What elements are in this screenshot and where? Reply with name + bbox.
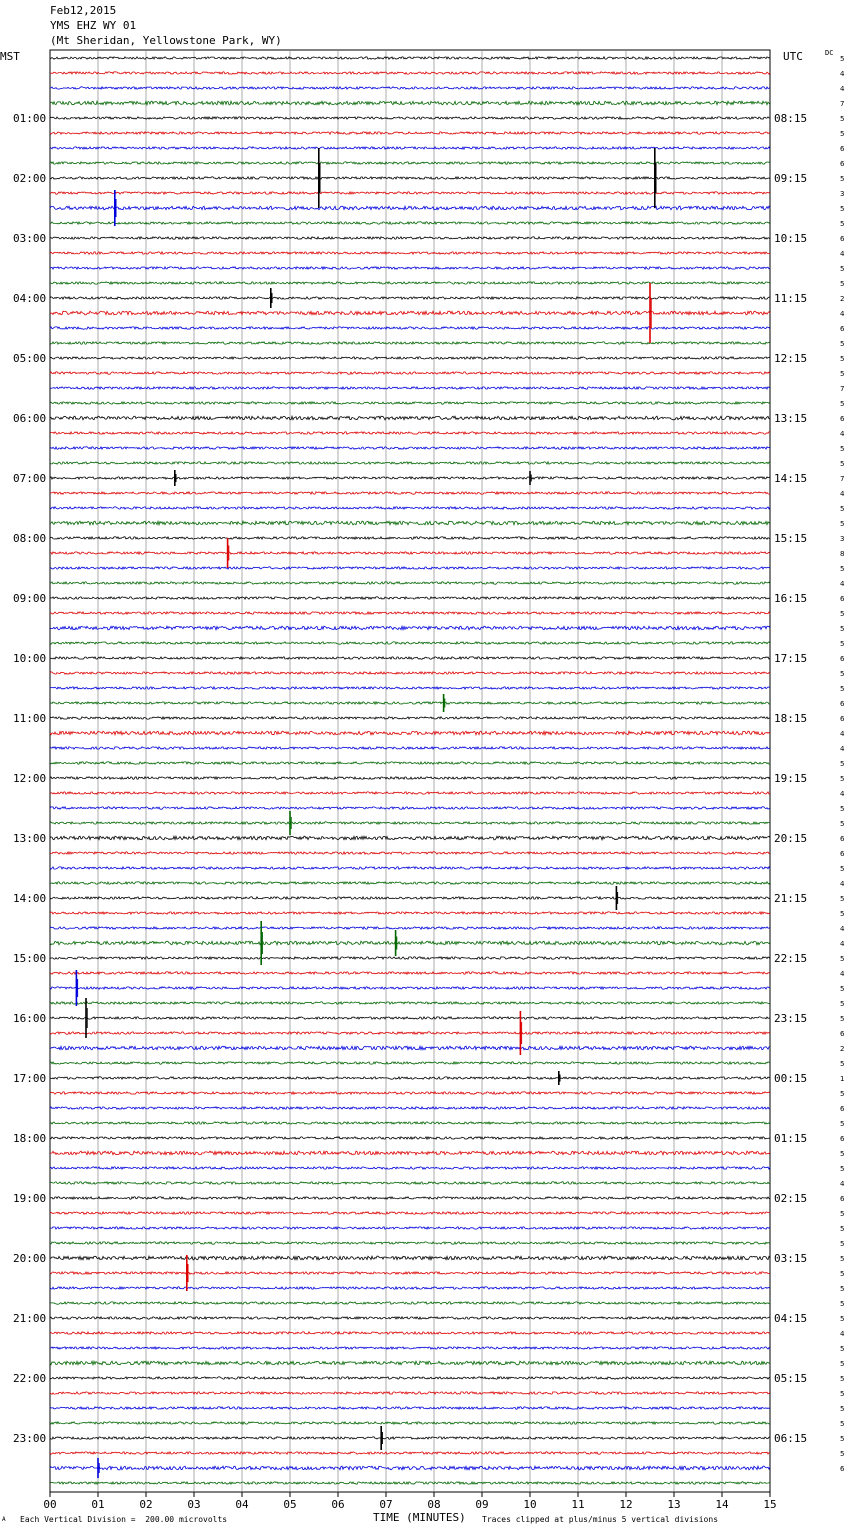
right-hour-label: 10:15 [774, 232, 808, 245]
trace-line [50, 1122, 770, 1124]
dc-value: 6 [840, 325, 845, 333]
trace-line [50, 836, 770, 840]
trace-line [50, 927, 770, 929]
dc-value: 5 [840, 1315, 845, 1323]
left-timezone-label: MST [0, 50, 20, 63]
dc-value: 3 [840, 535, 845, 543]
trace-line [50, 912, 770, 914]
dc-value: 6 [840, 1105, 845, 1113]
x-tick-label: 14 [715, 1498, 729, 1511]
dc-value: 4 [840, 430, 845, 438]
right-hour-label: 02:15 [774, 1192, 808, 1205]
dc-value: 5 [840, 400, 845, 408]
dc-value: 5 [840, 1450, 845, 1458]
left-hour-label: 01:00 [13, 112, 47, 125]
x-tick-label: 00 [43, 1498, 57, 1511]
left-hour-label: 10:00 [13, 652, 47, 665]
dc-value: 5 [840, 220, 845, 228]
trace-line [50, 327, 770, 329]
dc-value: 5 [840, 265, 845, 273]
trace-line [50, 507, 770, 509]
x-tick-label: 03 [187, 1498, 201, 1511]
dc-value: 5 [840, 1285, 845, 1293]
trace-line [50, 762, 770, 764]
right-hour-label: 11:15 [774, 292, 808, 305]
right-hour-label: 13:15 [774, 412, 808, 425]
dc-value: 5 [840, 1270, 845, 1278]
trace-line [50, 1482, 770, 1484]
trace-line [50, 1256, 770, 1260]
trace-line [50, 222, 770, 224]
trace-line [50, 1077, 770, 1079]
left-hour-label: 06:00 [13, 412, 47, 425]
left-hour-label: 12:00 [13, 772, 47, 785]
right-hour-label: 01:15 [774, 1132, 808, 1145]
x-tick-label: 07 [379, 1498, 393, 1511]
dc-value: 4 [840, 880, 845, 888]
trace-line [50, 1002, 770, 1004]
trace-line [50, 101, 770, 105]
trace-line [50, 1197, 770, 1199]
dc-value: 4 [840, 925, 845, 933]
dc-value: 5 [840, 1150, 845, 1158]
trace-line [50, 957, 770, 959]
dc-value: 5 [840, 340, 845, 348]
trace-line [50, 687, 770, 689]
trace-line [50, 1227, 770, 1229]
dc-value: 1 [840, 1075, 845, 1083]
dc-value: 5 [840, 1375, 845, 1383]
trace-line [50, 206, 770, 210]
trace-line [50, 941, 770, 945]
trace-line [50, 1452, 770, 1454]
x-axis-title: TIME (MINUTES) [373, 1511, 466, 1524]
right-hour-label: 20:15 [774, 832, 808, 845]
axis-labels [13, 55, 845, 1511]
dc-value: 5 [840, 1420, 845, 1428]
x-tick-label: 09 [475, 1498, 489, 1511]
trace-line [50, 1332, 770, 1334]
trace-line [50, 1466, 770, 1470]
dc-value: 4 [840, 580, 845, 588]
trace-group [50, 57, 770, 1484]
right-hour-label: 09:15 [774, 172, 808, 185]
trace-line [50, 1407, 770, 1409]
dc-value: 5 [840, 1255, 845, 1263]
trace-line [50, 1046, 770, 1050]
trace-line [50, 717, 770, 719]
dc-value: 5 [840, 1240, 845, 1248]
left-hour-label: 23:00 [13, 1432, 47, 1445]
trace-line [50, 882, 770, 884]
x-tick-label: 13 [667, 1498, 681, 1511]
right-hour-label: 03:15 [774, 1252, 808, 1265]
dc-column-label: DC [825, 49, 834, 57]
left-hour-label: 07:00 [13, 472, 47, 485]
dc-value: 7 [840, 385, 845, 393]
dc-value: 6 [840, 1135, 845, 1143]
dc-value: 5 [840, 445, 845, 453]
dc-value: 5 [840, 565, 845, 573]
dc-value: 6 [840, 160, 845, 168]
trace-line [50, 852, 770, 854]
right-hour-label: 05:15 [774, 1372, 808, 1385]
trace-line [50, 537, 770, 539]
dc-value: 5 [840, 775, 845, 783]
trace-line [50, 972, 770, 974]
dc-value: 5 [840, 865, 845, 873]
dc-value: 6 [840, 235, 845, 243]
right-hour-label: 21:15 [774, 892, 808, 905]
chart-station: YMS EHZ WY 01 [50, 19, 137, 32]
dc-value: 6 [840, 700, 845, 708]
dc-value: 5 [840, 640, 845, 648]
left-hour-label: 08:00 [13, 532, 47, 545]
x-tick-label: 11 [571, 1498, 585, 1511]
dc-value: 5 [840, 1210, 845, 1218]
trace-line [50, 747, 770, 749]
trace-line [50, 867, 770, 869]
trace-line [50, 477, 770, 479]
dc-value: 6 [840, 655, 845, 663]
x-tick-label: 04 [235, 1498, 249, 1511]
trace-line [50, 117, 770, 119]
dc-value: 5 [840, 130, 845, 138]
trace-line [50, 582, 770, 584]
x-tick-label: 06 [331, 1498, 345, 1511]
left-hour-label: 13:00 [13, 832, 47, 845]
x-tick-label: 10 [523, 1498, 537, 1511]
trace-line [50, 237, 770, 239]
left-hour-label: 18:00 [13, 1132, 47, 1145]
trace-line [50, 1151, 770, 1155]
right-hour-label: 23:15 [774, 1012, 808, 1025]
trace-line [50, 87, 770, 89]
trace-line [50, 777, 770, 779]
right-hour-label: 08:15 [774, 112, 808, 125]
clip-note: Traces clipped at plus/minus 5 vertical divisions [482, 1515, 719, 1524]
left-hour-label: 04:00 [13, 292, 47, 305]
trace-line [50, 1182, 770, 1184]
dc-value: 5 [840, 895, 845, 903]
x-tick-label: 08 [427, 1498, 441, 1511]
trace-line [50, 57, 770, 59]
trace-line [50, 642, 770, 644]
trace-line [50, 357, 770, 359]
trace-line [50, 1242, 770, 1244]
trace-line [50, 402, 770, 404]
dc-value: 5 [840, 520, 845, 528]
dc-value: 5 [840, 670, 845, 678]
dc-value: 5 [840, 610, 845, 618]
trace-line [50, 447, 770, 449]
dc-value: 4 [840, 790, 845, 798]
left-hour-label: 09:00 [13, 592, 47, 605]
dc-value: 7 [840, 475, 845, 483]
trace-line [50, 1361, 770, 1365]
left-hour-label: 20:00 [13, 1252, 47, 1265]
trace-line [50, 672, 770, 674]
trace-line [50, 702, 770, 704]
dc-value: 5 [840, 1060, 845, 1068]
dc-value: 4 [840, 490, 845, 498]
dc-value: 5 [840, 1435, 845, 1443]
right-hour-label: 19:15 [774, 772, 808, 785]
trace-line [50, 416, 770, 420]
trace-line [50, 1092, 770, 1094]
dc-value: 5 [840, 505, 845, 513]
trace-line [50, 1287, 770, 1289]
dc-value: 5 [840, 820, 845, 828]
right-hour-label: 04:15 [774, 1312, 808, 1325]
x-tick-label: 02 [139, 1498, 153, 1511]
chart-date: Feb12,2015 [50, 4, 117, 17]
x-tick-label: 15 [763, 1498, 777, 1511]
right-hour-label: 16:15 [774, 592, 808, 605]
left-hour-label: 02:00 [13, 172, 47, 185]
dc-value: 5 [840, 1225, 845, 1233]
dc-value: 5 [840, 175, 845, 183]
right-hour-label: 18:15 [774, 712, 808, 725]
dc-value: 5 [840, 1300, 845, 1308]
left-hour-label: 22:00 [13, 1372, 47, 1385]
left-hour-label: 11:00 [13, 712, 47, 725]
dc-value: 5 [840, 1390, 845, 1398]
trace-line [50, 1137, 770, 1139]
trace-line [50, 387, 770, 389]
trace-line [50, 372, 770, 374]
trace-line [50, 1422, 770, 1424]
dc-value: 8 [840, 550, 845, 558]
dc-value: 6 [840, 850, 845, 858]
trace-line [50, 567, 770, 569]
dc-value: 5 [840, 955, 845, 963]
trace-line [50, 822, 770, 824]
trace-line [50, 132, 770, 134]
right-hour-label: 15:15 [774, 532, 808, 545]
dc-value: 5 [840, 1015, 845, 1023]
trace-line [50, 1437, 770, 1439]
dc-value: 6 [840, 415, 845, 423]
dc-value: 4 [840, 745, 845, 753]
dc-value: 5 [840, 370, 845, 378]
left-hour-label: 19:00 [13, 1192, 47, 1205]
left-hour-label: 21:00 [13, 1312, 47, 1325]
trace-line [50, 552, 770, 554]
right-hour-label: 17:15 [774, 652, 808, 665]
trace-line [50, 1167, 770, 1169]
trace-line [50, 297, 770, 299]
trace-line [50, 612, 770, 614]
trace-line [50, 147, 770, 149]
trace-line [50, 342, 770, 344]
right-hour-label: 22:15 [774, 952, 808, 965]
trace-line [50, 597, 770, 599]
dc-value: 5 [840, 205, 845, 213]
left-hour-label: 16:00 [13, 1012, 47, 1025]
dc-value: 5 [840, 1090, 845, 1098]
dc-value: 5 [840, 625, 845, 633]
dc-value: 2 [840, 295, 845, 303]
dc-value: 5 [840, 55, 845, 63]
trace-line [50, 311, 770, 315]
dc-value: 6 [840, 835, 845, 843]
dc-value: 5 [840, 1345, 845, 1353]
dc-value: 4 [840, 1180, 845, 1188]
left-hour-label: 03:00 [13, 232, 47, 245]
corner-mark: A [2, 1516, 6, 1523]
trace-line [50, 492, 770, 494]
dc-value: 6 [840, 145, 845, 153]
trace-line [50, 432, 770, 434]
trace-line [50, 162, 770, 164]
x-tick-label: 01 [91, 1498, 105, 1511]
dc-value: 6 [840, 595, 845, 603]
scale-note: Each Vertical Division = 200.00 microvolts [20, 1515, 228, 1524]
right-timezone-label: UTC [783, 50, 803, 63]
trace-line [50, 72, 770, 74]
dc-value: 5 [840, 760, 845, 768]
dc-value: 5 [840, 1405, 845, 1413]
dc-value: 3 [840, 190, 845, 198]
trace-line [50, 1017, 770, 1019]
dc-value: 6 [840, 1030, 845, 1038]
trace-line [50, 792, 770, 794]
trace-line [50, 1377, 770, 1379]
dc-value: 5 [840, 1360, 845, 1368]
right-hour-label: 14:15 [774, 472, 808, 485]
trace-line [50, 1062, 770, 1064]
dc-value: 5 [840, 280, 845, 288]
dc-value: 7 [840, 100, 845, 108]
trace-line [50, 177, 770, 179]
trace-line [50, 1272, 770, 1274]
trace-line [50, 1107, 770, 1109]
trace-line [50, 192, 770, 194]
grid-lines [50, 50, 770, 1492]
left-hour-label: 05:00 [13, 352, 47, 365]
dc-value: 4 [840, 730, 845, 738]
trace-line [50, 521, 770, 525]
dc-value: 4 [840, 970, 845, 978]
trace-line [50, 1032, 770, 1034]
trace-line [50, 267, 770, 269]
right-hour-label: 00:15 [774, 1072, 808, 1085]
dc-value: 5 [840, 685, 845, 693]
dc-value: 4 [840, 310, 845, 318]
trace-line [50, 1302, 770, 1304]
left-hour-label: 17:00 [13, 1072, 47, 1085]
trace-line [50, 987, 770, 989]
dc-value: 5 [840, 115, 845, 123]
trace-line [50, 1317, 770, 1319]
trace-line [50, 462, 770, 464]
left-hour-label: 15:00 [13, 952, 47, 965]
dc-value: 2 [840, 1045, 845, 1053]
dc-value: 4 [840, 85, 845, 93]
left-hour-label: 14:00 [13, 892, 47, 905]
dc-value: 6 [840, 1465, 845, 1473]
dc-value: 5 [840, 355, 845, 363]
plot-frame [50, 50, 770, 1492]
dc-value: 6 [840, 715, 845, 723]
dc-value: 4 [840, 70, 845, 78]
x-tick-label: 12 [619, 1498, 633, 1511]
dc-value: 5 [840, 1120, 845, 1128]
trace-line [50, 252, 770, 254]
trace-line [50, 731, 770, 735]
right-hour-label: 12:15 [774, 352, 808, 365]
chart-location: (Mt Sheridan, Yellowstone Park, WY) [50, 34, 282, 47]
dc-value: 5 [840, 910, 845, 918]
dc-value: 5 [840, 1165, 845, 1173]
dc-value: 4 [840, 940, 845, 948]
dc-value: 6 [840, 1195, 845, 1203]
x-tick-label: 05 [283, 1498, 297, 1511]
trace-line [50, 282, 770, 284]
dc-value: 5 [840, 805, 845, 813]
dc-value: 4 [840, 250, 845, 258]
trace-line [50, 1392, 770, 1394]
dc-value: 5 [840, 460, 845, 468]
dc-value: 4 [840, 1330, 845, 1338]
trace-line [50, 1212, 770, 1214]
trace-line [50, 807, 770, 809]
trace-line [50, 1347, 770, 1349]
dc-value: 5 [840, 1000, 845, 1008]
trace-line [50, 897, 770, 899]
trace-line [50, 626, 770, 630]
trace-line [50, 657, 770, 659]
right-hour-label: 06:15 [774, 1432, 808, 1445]
dc-value: 5 [840, 985, 845, 993]
